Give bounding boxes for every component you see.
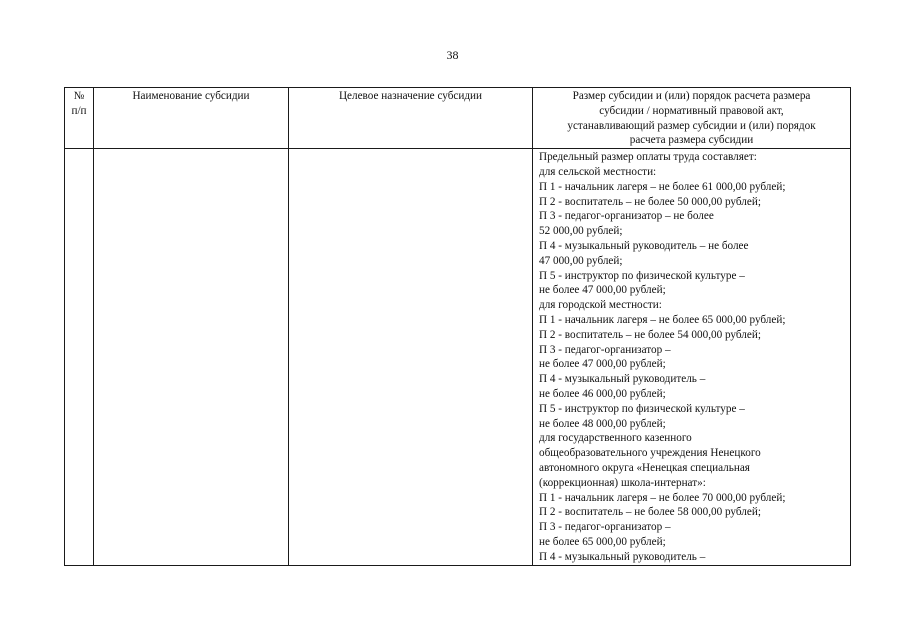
text-line: П 5 - инструктор по физической культуре –	[539, 269, 745, 282]
text-line: 47 000,00 рублей;	[539, 254, 623, 267]
text-line: для государственного казенного	[539, 432, 692, 445]
page-number: 38	[446, 48, 459, 62]
text-line: П 5 - инструктор по физической культуре –	[539, 402, 745, 415]
cell-target-purpose	[289, 149, 533, 566]
subsidy-table	[64, 87, 851, 566]
table-row	[65, 149, 851, 566]
header-line: Наименование субсидии	[132, 90, 250, 102]
header-line: субсидии / нормативный правовой акт,	[599, 104, 784, 117]
text-line: П 3 - педагог-организатор –	[539, 521, 671, 534]
header-target-purpose	[289, 88, 533, 149]
text-line: П 1 - начальник лагеря – не более 65 000,00 рублей;	[539, 313, 786, 326]
text-line: П 4 - музыкальный руководитель –	[539, 373, 706, 386]
text-line: П 2 - воспитатель – не более 54 000,00 рублей;	[539, 328, 761, 341]
header-subsidy-name	[94, 88, 289, 149]
header-line: п/п	[71, 104, 87, 117]
text-line: не более 46 000,00 рублей;	[539, 387, 666, 400]
text-line: 52 000,00 рублей;	[539, 225, 623, 238]
cell-subsidy-size	[533, 149, 851, 566]
header-line: Целевое назначение субсидии	[338, 90, 483, 102]
text-line: общеобразовательного учреждения Ненецкого	[539, 447, 761, 460]
cell-subsidy-name	[94, 149, 289, 566]
text-line: П 1 - начальник лагеря – не более 61 000,00 рублей;	[539, 180, 786, 193]
text-line: для сельской местности:	[539, 165, 657, 178]
header-subsidy-size	[533, 88, 851, 149]
text-line: для городской местности:	[539, 299, 662, 312]
table-header-row	[65, 88, 851, 149]
text-line: П 2 - воспитатель – не более 50 000,00 рублей;	[539, 195, 761, 208]
header-number	[65, 88, 94, 149]
text-line: не более 48 000,00 рублей;	[539, 417, 666, 430]
text-line: П 3 - педагог-организатор – не более	[539, 210, 714, 223]
text-line: П 1 - начальник лагеря – не более 70 000,00 рублей;	[539, 491, 786, 504]
text-line: П 4 - музыкальный руководитель –	[539, 550, 706, 563]
header-line: расчета размера субсидии	[629, 134, 754, 147]
header-line: №	[73, 90, 85, 102]
text-line: не более 47 000,00 рублей;	[539, 358, 666, 371]
cell-number	[65, 149, 94, 566]
text-line: не более 47 000,00 рублей;	[539, 284, 666, 297]
text-line: П 4 - музыкальный руководитель – не более	[539, 239, 749, 252]
text-line: П 3 - педагог-организатор –	[539, 343, 671, 356]
text-line: Предельный размер оплаты труда составляет:	[539, 151, 757, 164]
header-line: Размер субсидии и (или) порядок расчета размера	[572, 90, 811, 102]
text-line: не более 65 000,00 рублей;	[539, 535, 666, 548]
header-line: устанавливающий размер субсидии и (или) порядок	[567, 119, 816, 132]
text-line: (коррекционная) школа-интернат»:	[539, 476, 706, 489]
text-line: автономного округа «Ненецкая специальная	[539, 461, 750, 474]
text-line: П 2 - воспитатель – не более 58 000,00 рублей;	[539, 506, 761, 519]
